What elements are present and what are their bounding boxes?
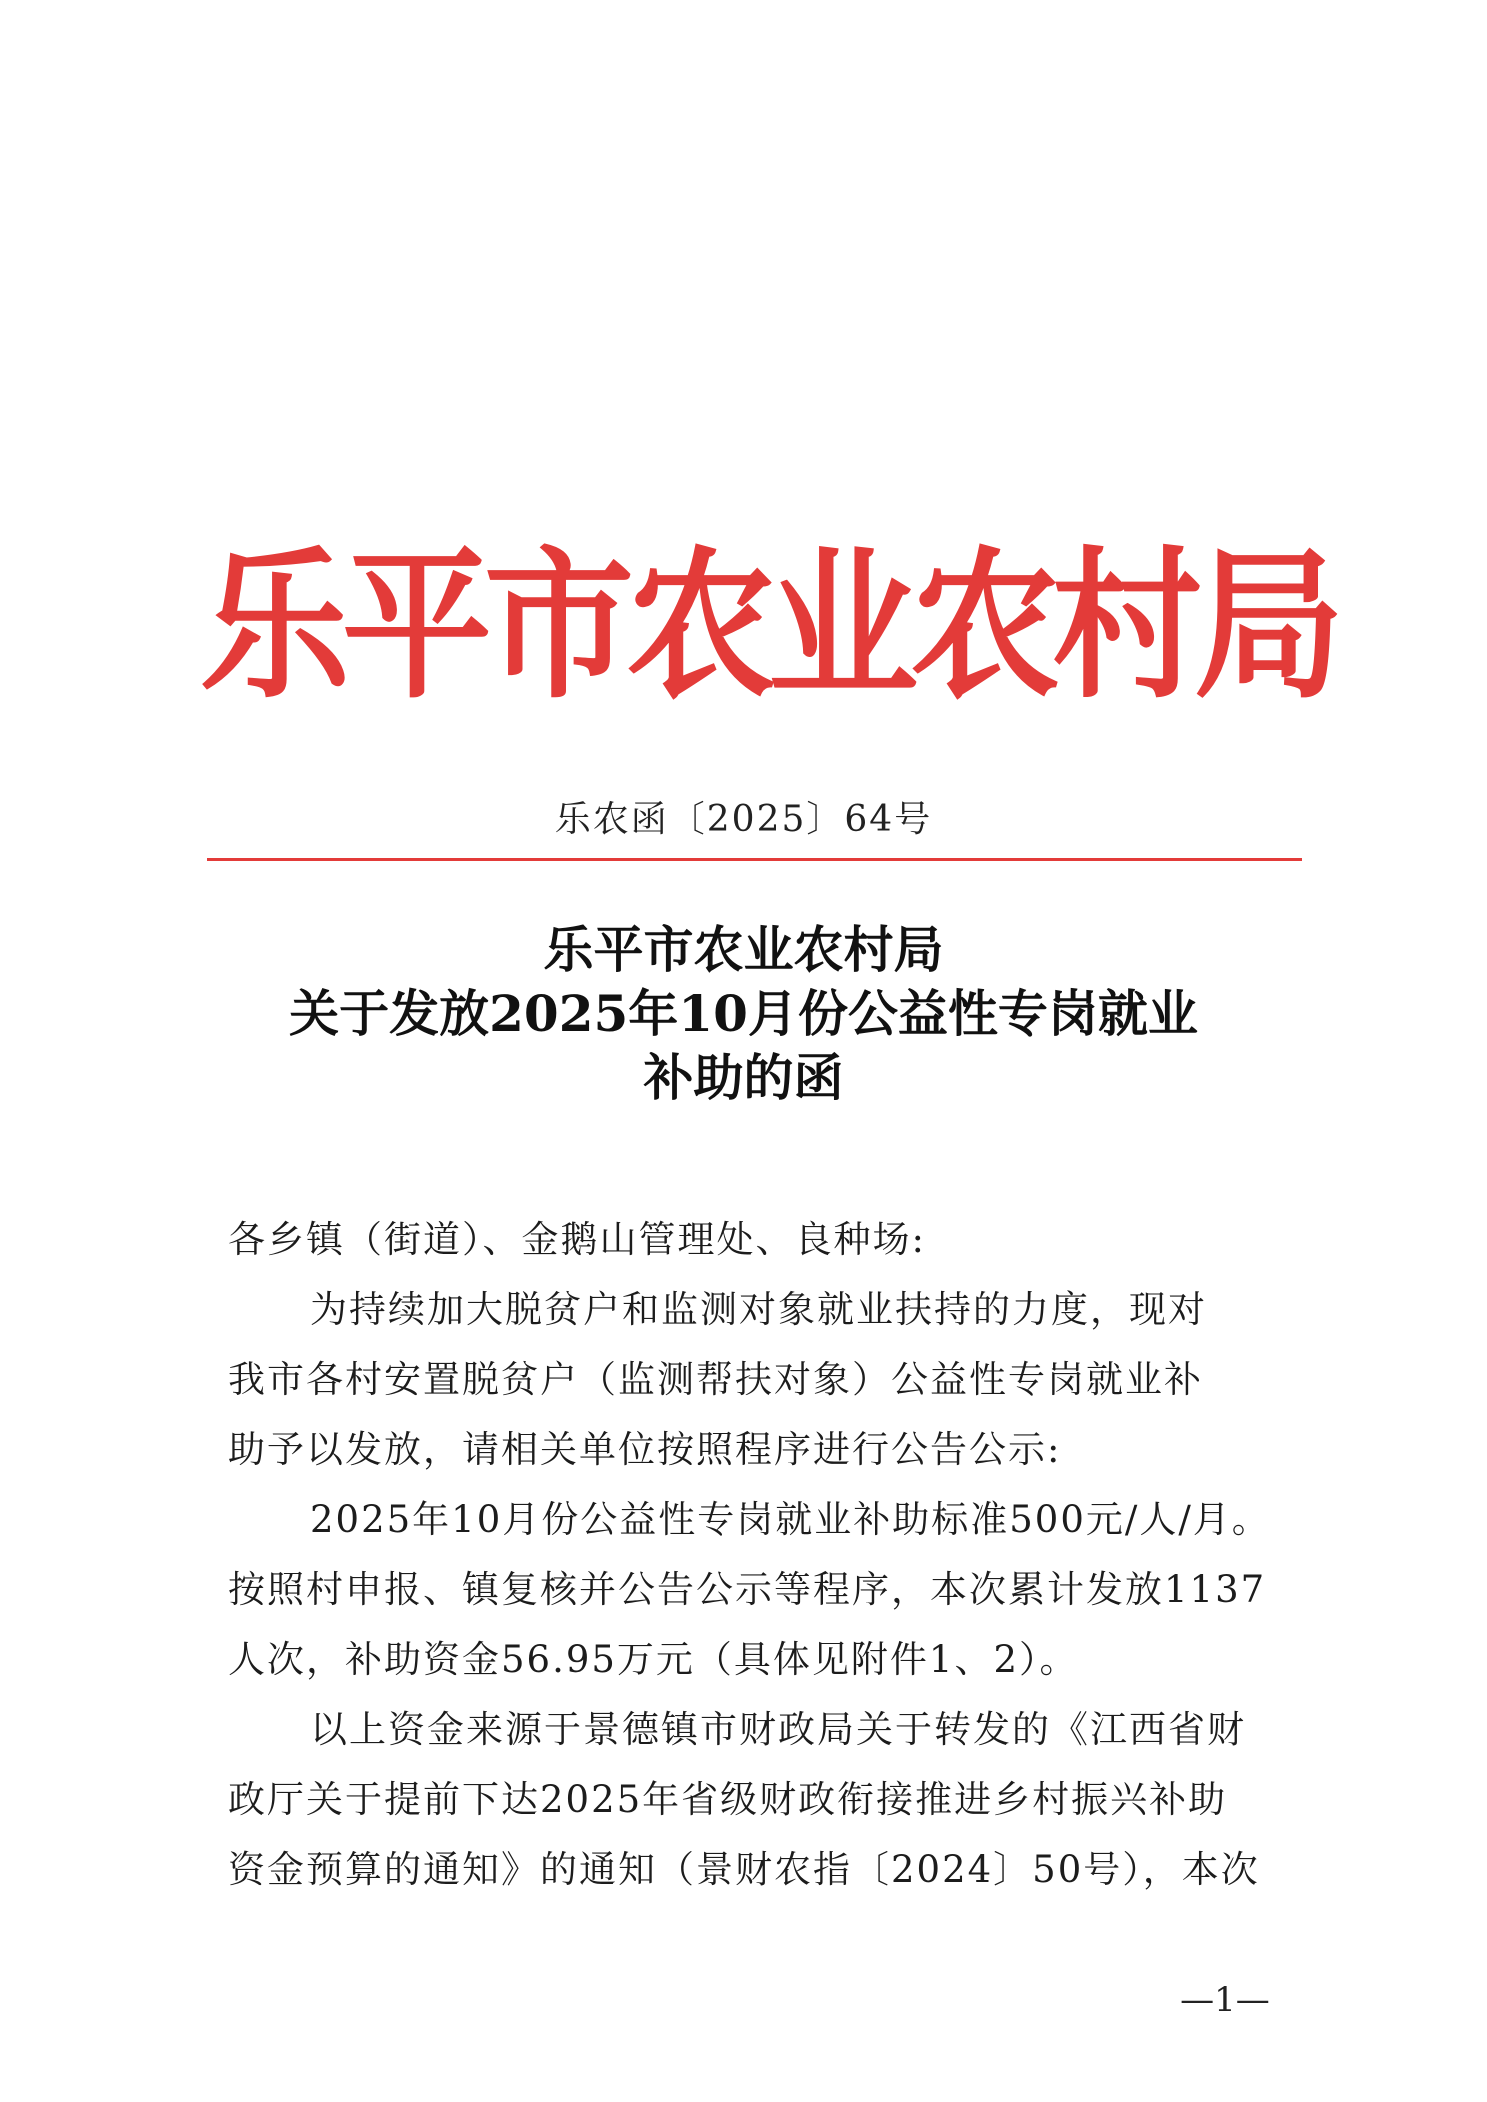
title-line-3: 补助的函 xyxy=(643,1048,844,1107)
body-line-1: 为持续加大脱贫户和监测对象就业扶持的力度，现对 xyxy=(310,1288,1207,1331)
title-line-2: 关于发放2025年10月份公益性专岗就业 xyxy=(289,984,1198,1043)
salutation: 各乡镇（街道）、金鹅山管理处、良种场: xyxy=(228,1218,926,1261)
document-title xyxy=(0,918,1487,1110)
body-line-6: 人次，补助资金56.95万元（具体见附件1、2）。 xyxy=(228,1638,1079,1681)
body-line-7: 以上资金来源于景德镇市财政局关于转发的《江西省财 xyxy=(310,1708,1246,1751)
body-line-4: 2025年10月份公益性专岗就业补助标准500元/人/月。 xyxy=(310,1498,1271,1541)
body-line-3: 助予以发放，请相关单位按照程序进行公告公示: xyxy=(228,1428,1062,1471)
masthead-org-name: 乐平市农业农村局 xyxy=(200,533,1337,721)
page-number: —1— xyxy=(1180,1980,1270,2020)
body-line-5: 按照村申报、镇复核并公告公示等程序，本次累计发放1137 xyxy=(228,1568,1267,1611)
body-line-2: 我市各村安置脱贫户（监测帮扶对象）公益性专岗就业补 xyxy=(228,1358,1203,1401)
document-number: 乐农函〔2025〕64号 xyxy=(554,799,933,840)
body-line-9: 资金预算的通知》的通知（景财农指〔2024〕50号），本次 xyxy=(228,1848,1260,1891)
title-line-1: 乐平市农业农村局 xyxy=(543,920,944,979)
red-divider-line xyxy=(207,858,1302,861)
body-line-8: 政厅关于提前下达2025年省级财政衔接推进乡村振兴补助 xyxy=(228,1778,1228,1821)
